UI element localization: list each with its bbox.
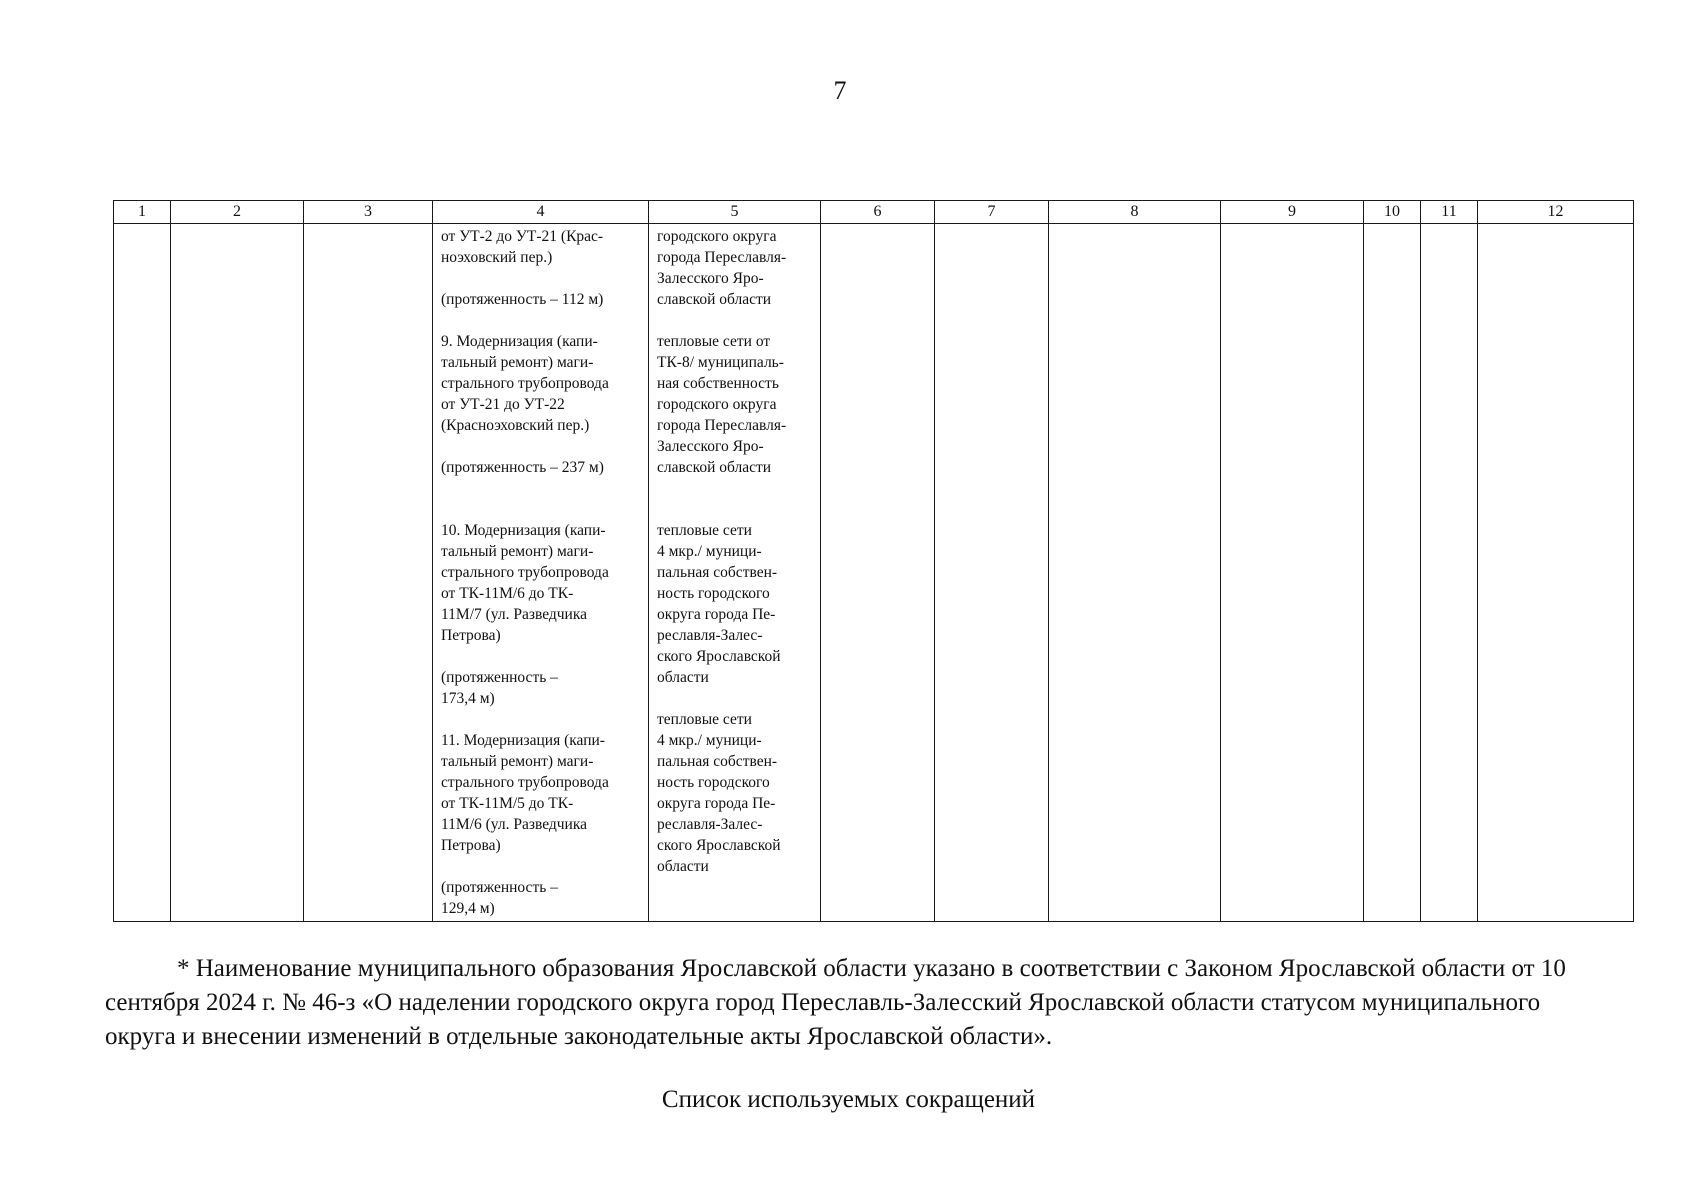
- ownership-9: тепловые сети от ТК-8/ муниципаль- ная собственность городского округа города Переславля- Залесского Яро- славской области: [657, 333, 787, 476]
- ownership-10: тепловые сети 4 мкр./ муници- пальная собствен- ность городского округа города Пе- реславля-Залес- ского Ярославской области: [657, 522, 781, 686]
- cell-col-2: [171, 224, 304, 922]
- ownership-11: тепловые сети 4 мкр./ муници- пальная собствен- ность городского округа города Пе- реславля-Залес- ского Ярославской области: [657, 711, 781, 875]
- cell-col-1: [114, 224, 171, 922]
- col-header-6: 6: [821, 201, 935, 224]
- page-number: 7: [833, 76, 847, 105]
- cell-col-10: [1364, 224, 1421, 922]
- cell-col-6: [821, 224, 935, 922]
- header-row: [114, 201, 1634, 224]
- abbreviations-title: Список используемых сокращений: [661, 1086, 1036, 1113]
- table-row: [114, 224, 1634, 922]
- col-header-11: 11: [1421, 201, 1478, 224]
- footnote: [105, 952, 1585, 1054]
- work-description-9: 9. Модернизация (капи- тальный ремонт) маги- стрального трубопровода от УТ-21 до УТ-22 (Красноэховский пер.): [441, 333, 609, 434]
- col-header-1: 1: [114, 201, 171, 224]
- col-header-4: 4: [433, 201, 649, 224]
- work-description-10: 10. Модернизация (капи- тальный ремонт) маги- стрального трубопровода от ТК-11М/6 до ТК- 11М/7 (ул. Разведчика Петрова): [441, 522, 609, 644]
- work-description-8-cont: от УТ-2 до УТ-21 (Крас- ноэховский пер.): [441, 228, 604, 266]
- program-table: [113, 200, 1634, 922]
- cell-col-5: [649, 224, 821, 922]
- length-8: (протяженность – 112 м): [441, 291, 604, 308]
- cell-col-3: [304, 224, 433, 922]
- footnote-text: * Наименование муниципального образования Ярославской области указано в соответствии с Законом Ярославской области от 10 сентября 2024 г. № 46-з «О наделении городского округа город Переславль-Залесский Ярославской области статусом муниципального округа и внесении изменений в отдельные законодательные акты Ярославской области».: [105, 955, 1566, 1050]
- col-header-5: 5: [649, 201, 821, 224]
- cell-col-8: [1049, 224, 1221, 922]
- col-header-3: 3: [304, 201, 433, 224]
- cell-col-7: [935, 224, 1049, 922]
- col-header-8: 8: [1049, 201, 1221, 224]
- work-description-11: 11. Модернизация (капи- тальный ремонт) маги- стрального трубопровода от ТК-11М/5 до ТК- 11М/6 (ул. Разведчика Петрова): [441, 732, 609, 854]
- col-header-12: 12: [1478, 201, 1634, 224]
- cell-col-9: [1221, 224, 1364, 922]
- length-11: (протяженность – 129,4 м): [441, 879, 558, 917]
- col-header-10: 10: [1364, 201, 1421, 224]
- col-header-2: 2: [171, 201, 304, 224]
- length-9: (протяженность – 237 м): [441, 459, 604, 476]
- cell-col-12: [1478, 224, 1634, 922]
- col-header-9: 9: [1221, 201, 1364, 224]
- col-header-7: 7: [935, 201, 1049, 224]
- ownership-8-cont: городского округа города Переславля- Залесского Яро- славской области: [657, 228, 787, 308]
- length-10: (протяженность – 173,4 м): [441, 669, 558, 707]
- cell-col-11: [1421, 224, 1478, 922]
- cell-col-4: [433, 224, 649, 922]
